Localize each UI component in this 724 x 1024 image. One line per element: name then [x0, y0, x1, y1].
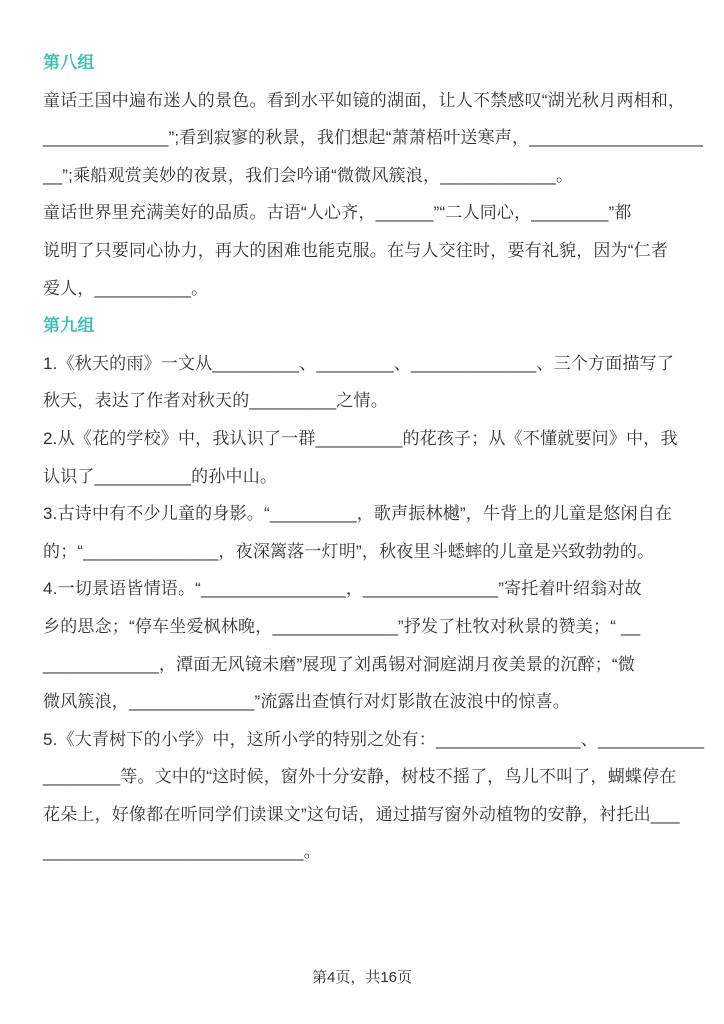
paragraph-virtue-line-1: 童话世界里充满美好的品质。古语“人心齐，______”“二人同心，________”都: [43, 203, 632, 223]
section-heading-group-9: 第九组: [43, 316, 95, 336]
paragraph-virtue-line-3: 爱人，__________。: [43, 278, 209, 298]
paragraph-scenery-line-1: 童话王国中遍布迷人的景色。看到水平如镜的湖面，让人不禁感叹“湖光秋月两相和，: [43, 90, 686, 110]
section-heading-group-8: 第八组: [43, 53, 95, 72]
question-2-line-1: 2.从《花的学校》中，我认识了一群_________的花孩子；从《不懂就要问》中，我: [43, 428, 678, 448]
question-3-line-1: 3.古诗中有不少儿童的身影。“_________，歌声振林樾”，牛背上的儿童是悠闲自在: [43, 504, 673, 524]
question-5-line-1: 5.《大青树下的小学》中，这所小学的特别之处有：_______________、___________: [43, 729, 705, 749]
question-4-line-4: 微风簇浪，_____________”流露出查慎行对灯影散在波浪中的惊喜。: [43, 692, 570, 712]
question-4-line-1: 4.一切景语皆情语。“_______________，______________”寄托着叶绍翁对故: [43, 579, 642, 599]
question-5-line-3: 花朵上，好像都在听同学们读课文”这句话，通过描写窗外动植物的安静，衬托出___: [43, 804, 680, 824]
question-1-line-2: 秋天，表达了作者对秋天的_________之情。: [43, 391, 388, 411]
paragraph-scenery-line-2: _____________”;看到寂寥的秋景，我们想起“萧萧梧叶送寒声，__________________: [43, 128, 703, 148]
page-number: 第4页，共16页: [311, 969, 413, 986]
question-4-line-3: ____________，潭面无风镜未磨”展现了刘禹锡对洞庭湖月夜美景的沉醉；“微: [43, 654, 635, 674]
question-2-line-2: 认识了__________的孙中山。: [43, 466, 278, 486]
question-3-line-2: 的；“______________，夜深篱落一灯明”，秋夜里斗蟋蟀的儿童是兴致勃勃的。: [43, 541, 655, 561]
question-1-line-1: 1.《秋天的雨》一文从_________、________、_____________、三个方面描写了: [43, 353, 675, 373]
question-5-line-2: ________等。文中的“这时候，窗外十分安静，树枝不摇了，鸟儿不叫了，蝴蝶停在: [43, 767, 677, 787]
paragraph-virtue-line-2: 说明了只要同心协力，再大的困难也能克服。在与人交往时，要有礼貌，因为“仁者: [43, 240, 669, 260]
question-5-line-4: ___________________________。: [43, 842, 321, 862]
paragraph-scenery-line-3: __”;乘船观赏美妙的夜景，我们会吟诵“微微风簇浪，____________。: [43, 165, 574, 185]
question-4-line-2: 乡的思念；“停车坐爱枫林晚，_____________”抒发了杜牧对秋景的赞美；“ __: [43, 616, 641, 636]
